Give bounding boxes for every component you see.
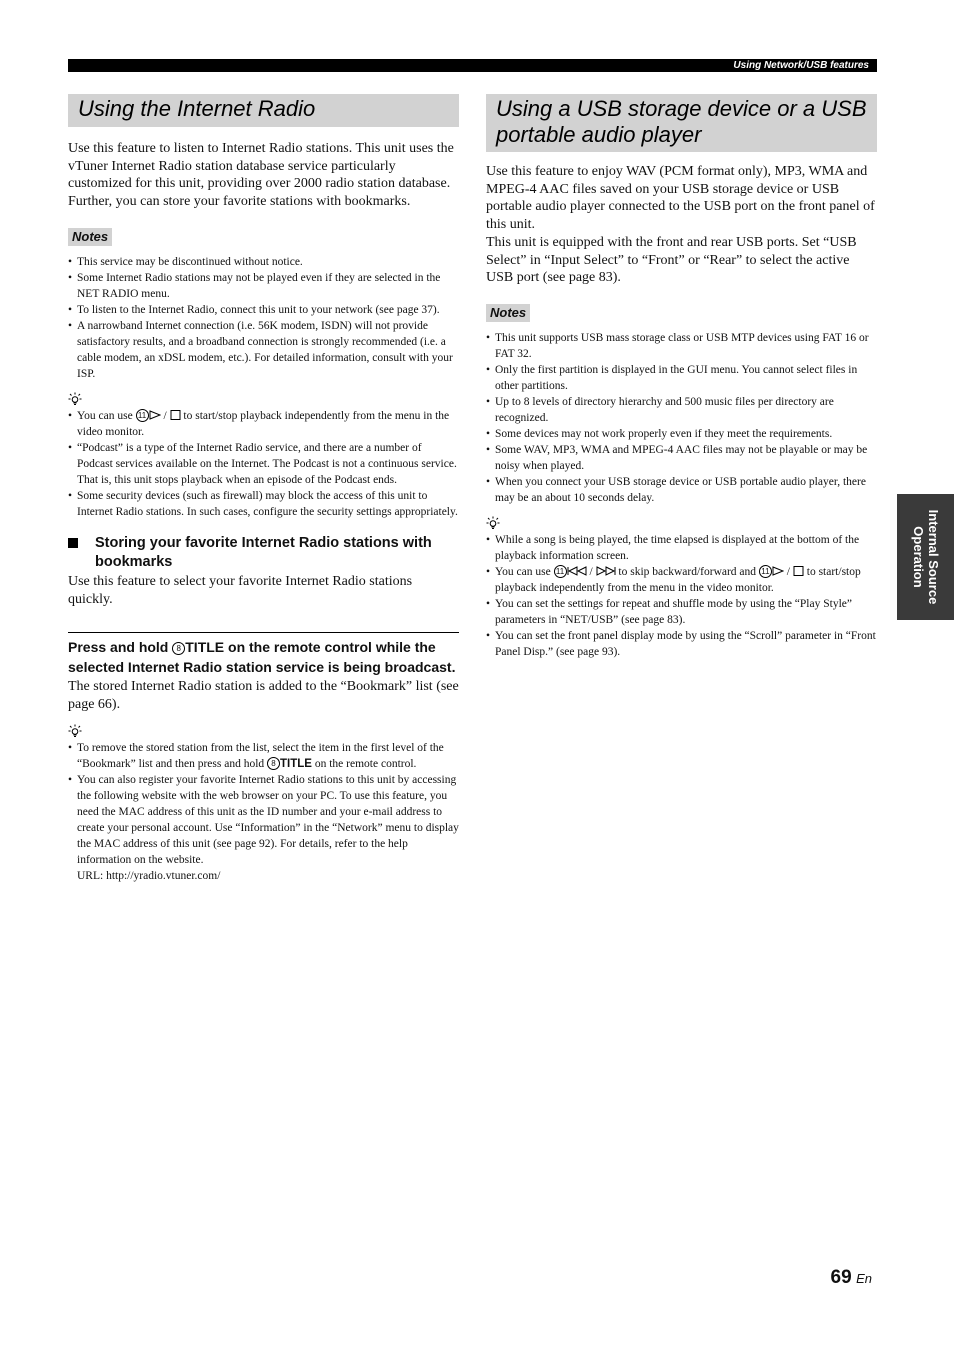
bookmark-intro: Use this feature to select your favorite Internet Radio stations quickly.	[68, 573, 413, 607]
right-column	[486, 94, 877, 660]
left-column	[68, 94, 459, 884]
key-number: 11	[759, 565, 772, 578]
key-number: 11	[136, 409, 149, 422]
list-item: • Some WAV, MP3, WMA and MPEG-4 AAC files may not be playable or may be noisy when played.	[486, 442, 877, 474]
usb-ports-info: This unit is equipped with the front and rear USB ports. Set “USB Select” in “Input Select” to “Front” or “Rear” to select the active USB port (see page 83).	[486, 234, 857, 286]
key-number: 8	[267, 757, 280, 770]
internet-radio-intro: Use this feature to listen to Internet Radio stations. This unit uses the vTuner Internet Radio station database service particularly customized for this unit, providing over 2000 radio station database. Further, you can store your favorite stations with bookmarks.	[68, 141, 454, 210]
page-language: En	[856, 1271, 872, 1286]
bookmark-heading: Storing your favorite Internet Radio stations with bookmarks	[68, 534, 459, 573]
step-result: The stored Internet Radio station is added to the “Bookmark” list (see page 66).	[68, 679, 459, 712]
list-item: • You can set the settings for repeat and shuffle mode by using the “Play Style” parameters in “NET/USB” (see page 83).	[486, 596, 877, 628]
running-title: Using Network/USB features	[733, 60, 869, 71]
page-number	[831, 1267, 873, 1289]
title-key-label: TITLE	[185, 639, 225, 656]
play-icon	[772, 566, 784, 576]
tip-icon	[486, 516, 500, 529]
list-item: • Only the first partition is displayed in the GUI menu. You cannot select files in other partitions.	[486, 362, 877, 394]
notes-list	[486, 330, 877, 506]
title-key-label: TITLE	[280, 757, 312, 770]
list-item: • “Podcast” is a type of the Internet Radio service, and there are a number of Podcast services available on the Internet. The Podcast is not a continuous service. That is, this unit stops playback when an episode of the Podcast ends.	[68, 440, 459, 488]
tip-icon	[68, 392, 82, 405]
step-instruction: Press and hold 8 TITLE on the remote control while the selected Internet Radio station service is being broadcast.	[68, 639, 456, 675]
stop-icon	[170, 410, 181, 420]
list-item: • Up to 8 levels of directory hierarchy and 500 music files per directory are recognized.	[486, 394, 877, 426]
usb-intro: Use this feature to enjoy WAV (PCM format only), MP3, WMA and MPEG-4 AAC files saved on your USB storage device or USB portable audio player connected to the USB port on the front panel of this unit.	[486, 164, 875, 233]
list-item: • When you connect your USB storage device or USB portable audio player, there may be an about 10 seconds delay.	[486, 474, 877, 506]
chapter-side-tab	[897, 494, 954, 620]
chapter-side-tab-label: Internal Source Operation	[910, 509, 941, 605]
step-divider	[68, 632, 459, 633]
list-item: • A narrowband Internet connection (i.e. 56K modem, ISDN) will not provide satisfactory results, and a broadband connection is strongly recommended (i.e. a cable modem, an xDSL modem, etc.). For detailed information, consult with your ISP.	[68, 318, 459, 382]
section-title-internet-radio: Using the Internet Radio	[68, 94, 459, 127]
stop-icon	[793, 566, 804, 576]
list-item: • This service may be discontinued without notice.	[68, 254, 459, 270]
play-icon	[149, 410, 161, 420]
list-item: • This unit supports USB mass storage class or USB MTP devices using FAT 16 or FAT 32.	[486, 330, 877, 362]
page-number-value: 69	[830, 1267, 852, 1288]
tips-list	[68, 740, 459, 884]
key-number: 8	[172, 642, 185, 655]
website-url: URL: http://yradio.vtuner.com/	[77, 869, 221, 882]
notes-label: Notes	[68, 228, 112, 246]
list-item: • You can set the front panel display mode by using the “Scroll” parameter in “Front Panel Disp.” (see page 93).	[486, 628, 877, 660]
notes-label: Notes	[486, 304, 530, 322]
notes-list	[68, 254, 459, 382]
tips-list	[68, 408, 459, 520]
list-item: • Some devices may not work properly even if they meet the requirements.	[486, 426, 877, 442]
tips-list	[486, 532, 877, 660]
skip-backward-icon	[567, 566, 587, 576]
list-item: • To remove the stored station from the list, select the item in the first level of the “Bookmark” list and then press and hold 8 TITLE on the remote control.	[68, 740, 459, 772]
skip-forward-icon	[596, 566, 616, 576]
list-item: • While a song is being played, the time elapsed is displayed at the bottom of the playback information screen.	[486, 532, 877, 564]
key-number: 11	[554, 565, 567, 578]
header-bar	[68, 59, 877, 72]
square-bullet-icon	[68, 538, 78, 548]
list-item: • To listen to the Internet Radio, connect this unit to your network (see page 37).	[68, 302, 459, 318]
list-item: • Some security devices (such as firewall) may block the access of this unit to Internet Radio stations. In such cases, configure the security settings appropriately.	[68, 488, 459, 520]
tip-icon	[68, 724, 82, 737]
list-item: • Some Internet Radio stations may not be played even if they are selected in the NET RADIO menu.	[68, 270, 459, 302]
list-item: • You can use 11 / to start/stop playback independently from the menu in the video monitor.	[68, 408, 459, 440]
list-item: • You can use 11 / to skip backward/forward and 11 / to start/stop playback independently from the menu in the video monitor.	[486, 564, 877, 596]
list-item: • You can also register your favorite Internet Radio stations to this unit by accessing the following website with the web browser on your PC. To use this feature, you need the MAC address of this unit as the ID number and your e-mail address to create your personal account. Use “Information” in the “Network” menu to display the MAC address of this unit (see page 92). For details, refer to the help information on the website. URL: http://yradio.vtuner.com/	[68, 772, 459, 884]
section-title-usb: Using a USB storage device or a USB portable audio player	[486, 94, 877, 152]
